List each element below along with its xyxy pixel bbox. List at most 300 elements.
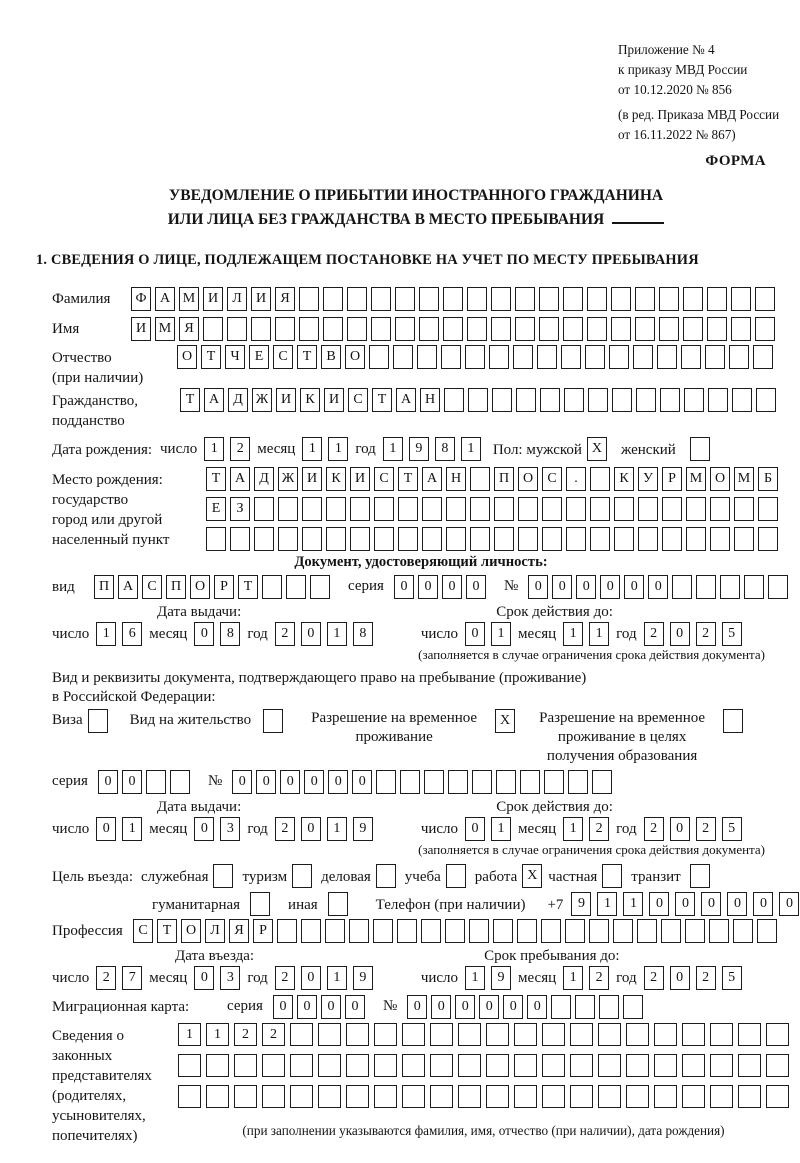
char-cell[interactable]: П [494,467,514,491]
char-cell[interactable] [686,497,706,521]
char-cell[interactable] [430,1023,453,1046]
char-cell[interactable] [707,317,727,341]
char-cell[interactable] [661,919,681,943]
char-cell[interactable] [458,1085,481,1108]
char-cell[interactable] [213,864,233,888]
char-cell[interactable]: Е [249,345,269,369]
char-cell[interactable] [515,287,535,311]
char-cell[interactable] [254,527,274,551]
char-cell[interactable] [710,497,730,521]
char-cell[interactable] [419,287,439,311]
char-cell[interactable] [542,1085,565,1108]
char-cell[interactable] [422,497,442,521]
char-cell[interactable]: 2 [96,966,116,990]
char-cell[interactable] [611,317,631,341]
char-cell[interactable] [589,919,609,943]
char-cell[interactable] [346,1085,369,1108]
char-cell[interactable] [277,919,297,943]
char-cell[interactable] [758,497,778,521]
char-cell[interactable] [657,345,677,369]
char-cell[interactable]: М [179,287,199,311]
char-cell[interactable]: 0 [455,995,475,1019]
char-cell[interactable] [570,1085,593,1108]
char-cell[interactable] [465,345,485,369]
char-cell[interactable]: Ж [278,467,298,491]
char-cell[interactable]: 0 [301,622,321,646]
char-cell[interactable] [374,527,394,551]
char-cell[interactable]: 1 [597,892,617,916]
char-cell[interactable]: С [542,467,562,491]
char-cell[interactable]: В [321,345,341,369]
char-cell[interactable] [395,287,415,311]
char-cell[interactable] [350,527,370,551]
char-cell[interactable]: . [566,467,586,491]
char-cell[interactable] [486,1023,509,1046]
char-cell[interactable] [417,345,437,369]
char-cell[interactable]: 7 [122,966,142,990]
char-cell[interactable] [458,1054,481,1077]
char-cell[interactable] [590,497,610,521]
char-cell[interactable]: 0 [527,995,547,1019]
char-cell[interactable]: О [190,575,210,599]
char-cell[interactable]: К [300,388,320,412]
char-cell[interactable]: И [302,467,322,491]
char-cell[interactable] [696,575,716,599]
char-cell[interactable]: 0 [96,817,116,841]
char-cell[interactable] [419,317,439,341]
char-cell[interactable]: 2 [696,817,716,841]
char-cell[interactable]: 0 [394,575,414,599]
char-cell[interactable] [539,317,559,341]
char-cell[interactable]: 0 [670,817,690,841]
char-cell[interactable] [660,388,680,412]
char-cell[interactable] [275,317,295,341]
char-cell[interactable] [518,527,538,551]
char-cell[interactable] [302,527,322,551]
char-cell[interactable] [623,995,643,1019]
char-cell[interactable] [756,388,776,412]
char-cell[interactable]: 1 [302,437,322,461]
char-cell[interactable]: 0 [194,622,214,646]
char-cell[interactable] [723,709,743,733]
char-cell[interactable] [376,864,396,888]
char-cell[interactable] [611,287,631,311]
char-cell[interactable] [568,770,588,794]
char-cell[interactable] [626,1085,649,1108]
char-cell[interactable]: 5 [722,817,742,841]
char-cell[interactable]: Т [180,388,200,412]
char-cell[interactable] [318,1085,341,1108]
char-cell[interactable] [494,497,514,521]
char-cell[interactable] [286,575,306,599]
char-cell[interactable] [448,770,468,794]
char-cell[interactable] [230,527,250,551]
char-cell[interactable] [318,1023,341,1046]
char-cell[interactable]: 0 [321,995,341,1019]
char-cell[interactable] [206,1054,229,1077]
char-cell[interactable] [516,388,536,412]
char-cell[interactable] [514,1085,537,1108]
char-cell[interactable]: 1 [204,437,224,461]
char-cell[interactable] [738,1085,761,1108]
char-cell[interactable]: 1 [491,817,511,841]
char-cell[interactable] [635,317,655,341]
char-cell[interactable]: Ч [225,345,245,369]
char-cell[interactable]: 0 [280,770,300,794]
char-cell[interactable] [588,388,608,412]
char-cell[interactable]: 3 [220,966,240,990]
char-cell[interactable] [493,919,513,943]
char-cell[interactable]: О [177,345,197,369]
char-cell[interactable] [638,527,658,551]
char-cell[interactable] [374,1023,397,1046]
char-cell[interactable] [494,527,514,551]
char-cell[interactable] [397,919,417,943]
char-cell[interactable] [563,317,583,341]
char-cell[interactable]: 1 [327,622,347,646]
char-cell[interactable]: 0 [576,575,596,599]
char-cell[interactable]: 0 [442,575,462,599]
char-cell[interactable] [614,527,634,551]
char-cell[interactable] [262,1054,285,1077]
char-cell[interactable] [302,497,322,521]
char-cell[interactable] [347,317,367,341]
char-cell[interactable]: 0 [407,995,427,1019]
char-cell[interactable] [325,919,345,943]
char-cell[interactable]: П [94,575,114,599]
char-cell[interactable]: Т [372,388,392,412]
char-cell[interactable] [263,709,283,733]
char-cell[interactable]: 0 [431,995,451,1019]
char-cell[interactable] [755,287,775,311]
char-cell[interactable]: 0 [345,995,365,1019]
char-cell[interactable]: 0 [256,770,276,794]
char-cell[interactable]: 1 [563,817,583,841]
char-cell[interactable] [768,575,788,599]
char-cell[interactable]: 0 [352,770,372,794]
char-cell[interactable]: А [230,467,250,491]
char-cell[interactable] [626,1023,649,1046]
char-cell[interactable]: А [204,388,224,412]
char-cell[interactable] [551,995,571,1019]
char-cell[interactable] [491,317,511,341]
char-cell[interactable]: 1 [589,622,609,646]
char-cell[interactable]: Р [662,467,682,491]
char-cell[interactable] [441,345,461,369]
char-cell[interactable] [514,1023,537,1046]
char-cell[interactable] [690,864,710,888]
char-cell[interactable]: К [614,467,634,491]
char-cell[interactable] [424,770,444,794]
char-cell[interactable] [709,919,729,943]
char-cell[interactable] [310,575,330,599]
char-cell[interactable] [369,345,389,369]
char-cell[interactable] [443,317,463,341]
char-cell[interactable]: А [155,287,175,311]
char-cell[interactable] [599,995,619,1019]
char-cell[interactable]: Т [157,919,177,943]
char-cell[interactable] [731,287,751,311]
char-cell[interactable] [290,1054,313,1077]
char-cell[interactable] [633,345,653,369]
char-cell[interactable] [732,388,752,412]
char-cell[interactable]: А [422,467,442,491]
char-cell[interactable] [328,892,348,916]
char-cell[interactable]: С [142,575,162,599]
char-cell[interactable] [374,497,394,521]
char-cell[interactable]: И [251,287,271,311]
char-cell[interactable] [708,388,728,412]
char-cell[interactable] [609,345,629,369]
char-cell[interactable] [690,437,710,461]
char-cell[interactable]: А [396,388,416,412]
char-cell[interactable] [755,317,775,341]
char-cell[interactable] [686,527,706,551]
char-cell[interactable] [598,1023,621,1046]
char-cell[interactable]: Т [206,467,226,491]
char-cell[interactable] [662,497,682,521]
char-cell[interactable] [430,1054,453,1077]
char-cell[interactable] [626,1054,649,1077]
char-cell[interactable] [376,770,396,794]
char-cell[interactable]: 0 [304,770,324,794]
char-cell[interactable]: 0 [273,995,293,1019]
char-cell[interactable]: А [118,575,138,599]
char-cell[interactable] [758,527,778,551]
char-cell[interactable] [446,527,466,551]
char-cell[interactable]: 0 [479,995,499,1019]
char-cell[interactable]: 0 [328,770,348,794]
char-cell[interactable]: С [273,345,293,369]
char-cell[interactable] [710,527,730,551]
char-cell[interactable]: 0 [649,892,669,916]
char-cell[interactable] [654,1085,677,1108]
char-cell[interactable]: 2 [230,437,250,461]
char-cell[interactable]: 0 [552,575,572,599]
char-cell[interactable] [659,287,679,311]
char-cell[interactable] [491,287,511,311]
char-cell[interactable]: 1 [461,437,481,461]
char-cell[interactable]: Л [227,287,247,311]
char-cell[interactable] [513,345,533,369]
char-cell[interactable]: М [734,467,754,491]
char-cell[interactable] [458,1023,481,1046]
char-cell[interactable]: 9 [491,966,511,990]
char-cell[interactable] [602,864,622,888]
char-cell[interactable]: И [276,388,296,412]
char-cell[interactable] [421,919,441,943]
char-cell[interactable] [206,527,226,551]
char-cell[interactable]: 0 [753,892,773,916]
char-cell[interactable]: 9 [409,437,429,461]
char-cell[interactable] [520,770,540,794]
char-cell[interactable]: 1 [465,966,485,990]
char-cell[interactable]: Р [253,919,273,943]
char-cell[interactable] [472,770,492,794]
char-cell[interactable] [262,1085,285,1108]
char-cell[interactable]: 1 [491,622,511,646]
char-cell[interactable] [393,345,413,369]
char-cell[interactable] [729,345,749,369]
char-cell[interactable] [422,527,442,551]
char-cell[interactable]: Т [297,345,317,369]
char-cell[interactable]: 0 [297,995,317,1019]
char-cell[interactable] [733,919,753,943]
char-cell[interactable] [590,527,610,551]
char-cell[interactable] [346,1054,369,1077]
char-cell[interactable]: Р [214,575,234,599]
char-cell[interactable]: 5 [722,622,742,646]
char-cell[interactable] [682,1054,705,1077]
char-cell[interactable]: 1 [96,622,116,646]
char-cell[interactable]: Б [758,467,778,491]
char-cell[interactable] [683,287,703,311]
char-cell[interactable] [636,388,656,412]
char-cell[interactable] [444,388,464,412]
char-cell[interactable] [705,345,725,369]
char-cell[interactable]: 0 [528,575,548,599]
char-cell[interactable]: И [350,467,370,491]
char-cell[interactable] [486,1054,509,1077]
char-cell[interactable]: 0 [465,622,485,646]
char-cell[interactable]: 0 [779,892,799,916]
char-cell[interactable]: Т [238,575,258,599]
char-cell[interactable] [178,1054,201,1077]
char-cell[interactable]: Я [179,317,199,341]
char-cell[interactable] [635,287,655,311]
char-cell[interactable] [710,1085,733,1108]
char-cell[interactable] [734,527,754,551]
char-cell[interactable]: 1 [327,966,347,990]
char-cell[interactable] [592,770,612,794]
char-cell[interactable] [744,575,764,599]
char-cell[interactable] [374,1054,397,1077]
char-cell[interactable]: Л [205,919,225,943]
char-cell[interactable] [707,287,727,311]
char-cell[interactable]: 6 [122,622,142,646]
char-cell[interactable]: И [131,317,151,341]
char-cell[interactable] [88,709,108,733]
char-cell[interactable] [654,1054,677,1077]
char-cell[interactable]: 2 [696,966,716,990]
char-cell[interactable] [371,287,391,311]
char-cell[interactable]: И [324,388,344,412]
char-cell[interactable] [301,919,321,943]
char-cell[interactable] [682,1023,705,1046]
char-cell[interactable] [250,892,270,916]
char-cell[interactable]: 1 [383,437,403,461]
char-cell[interactable]: 2 [644,817,664,841]
char-cell[interactable] [766,1023,789,1046]
char-cell[interactable] [570,1054,593,1077]
char-cell[interactable] [585,345,605,369]
char-cell[interactable]: 2 [696,622,716,646]
char-cell[interactable] [614,497,634,521]
char-cell[interactable]: 2 [234,1023,257,1046]
char-cell[interactable] [757,919,777,943]
char-cell[interactable]: 2 [275,622,295,646]
char-cell[interactable]: Н [446,467,466,491]
char-cell[interactable] [766,1054,789,1077]
char-cell[interactable] [659,317,679,341]
char-cell[interactable] [492,388,512,412]
char-cell[interactable]: 8 [435,437,455,461]
char-cell[interactable] [446,497,466,521]
char-cell[interactable] [323,287,343,311]
char-cell[interactable]: 0 [675,892,695,916]
char-cell[interactable]: 1 [563,966,583,990]
char-cell[interactable]: 0 [418,575,438,599]
char-cell[interactable] [371,317,391,341]
char-cell[interactable]: 0 [301,817,321,841]
char-cell[interactable] [445,919,465,943]
char-cell[interactable]: 2 [589,817,609,841]
char-cell[interactable] [446,864,466,888]
char-cell[interactable] [470,467,490,491]
char-cell[interactable] [227,317,247,341]
char-cell[interactable]: 0 [301,966,321,990]
char-cell[interactable] [350,497,370,521]
char-cell[interactable]: 0 [670,966,690,990]
char-cell[interactable] [565,919,585,943]
char-cell[interactable] [254,497,274,521]
char-cell[interactable]: X [587,437,607,461]
char-cell[interactable]: Я [275,287,295,311]
char-cell[interactable] [540,388,560,412]
char-cell[interactable]: М [155,317,175,341]
char-cell[interactable] [612,388,632,412]
char-cell[interactable]: 2 [589,966,609,990]
char-cell[interactable] [290,1085,313,1108]
char-cell[interactable]: С [133,919,153,943]
char-cell[interactable] [566,497,586,521]
char-cell[interactable]: М [686,467,706,491]
char-cell[interactable]: X [522,864,542,888]
char-cell[interactable]: 0 [624,575,644,599]
char-cell[interactable] [299,317,319,341]
char-cell[interactable]: 0 [670,622,690,646]
char-cell[interactable] [402,1054,425,1077]
char-cell[interactable] [486,1085,509,1108]
char-cell[interactable]: X [495,709,515,733]
char-cell[interactable]: 0 [194,817,214,841]
char-cell[interactable]: 0 [701,892,721,916]
char-cell[interactable] [278,497,298,521]
char-cell[interactable] [537,345,557,369]
char-cell[interactable]: О [181,919,201,943]
char-cell[interactable]: 1 [328,437,348,461]
char-cell[interactable] [541,919,561,943]
char-cell[interactable]: 2 [644,966,664,990]
char-cell[interactable] [753,345,773,369]
char-cell[interactable]: 9 [571,892,591,916]
char-cell[interactable] [654,1023,677,1046]
char-cell[interactable] [587,317,607,341]
char-cell[interactable] [683,317,703,341]
char-cell[interactable]: 0 [232,770,252,794]
char-cell[interactable]: Ф [131,287,151,311]
char-cell[interactable]: 2 [262,1023,285,1046]
char-cell[interactable]: У [638,467,658,491]
char-cell[interactable] [517,919,537,943]
char-cell[interactable]: 0 [648,575,668,599]
char-cell[interactable] [326,497,346,521]
char-cell[interactable]: 0 [194,966,214,990]
char-cell[interactable] [489,345,509,369]
char-cell[interactable]: О [710,467,730,491]
char-cell[interactable]: 1 [623,892,643,916]
char-cell[interactable] [681,345,701,369]
